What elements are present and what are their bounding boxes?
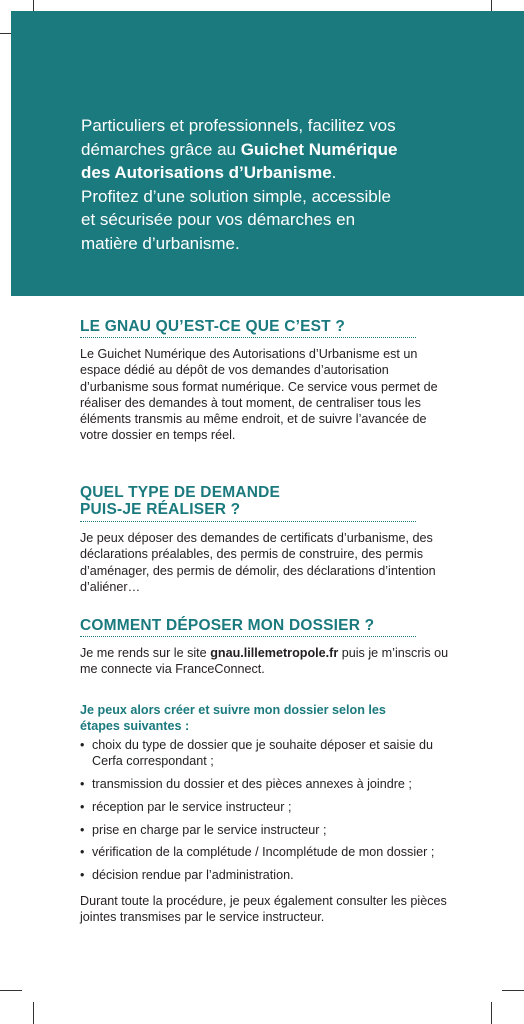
bullet: • [80, 777, 85, 792]
bullet: • [80, 868, 85, 883]
list-item-text: choix du type de dossier que je souhaite déposer et saisie du Cerfa correspondant ; [92, 738, 433, 769]
list-item [80, 737, 455, 770]
section-divider [80, 521, 416, 522]
list-item-text: vérification de la complétude / Incomplétude de mon dossier ; [92, 845, 435, 860]
banner-line: matière d’urbanisme. [81, 233, 240, 253]
steps-list [80, 737, 455, 890]
section-divider [80, 636, 416, 637]
crop-mark [33, 1002, 34, 1024]
banner-line-text: . [331, 163, 337, 182]
banner-line [81, 138, 461, 162]
banner-line [81, 161, 461, 185]
intro-text: Je me rends sur le site [80, 646, 211, 660]
banner-text [81, 114, 461, 255]
banner-highlight: des Autorisations d’Urbanisme [81, 163, 332, 182]
banner-line: et sécurisée pour vos démarches en [81, 210, 356, 229]
banner-line-text: démarches grâce au [81, 139, 241, 159]
section-body-request-types: Je peux déposer des demandes de certificats d’urbanisme, des déclarations préalables, des permis de construire, des permis d’aménager, des permis de démolir, des déclarations d’intention d’aliéner… [80, 531, 436, 594]
list-item-text: décision rendue par l’administration. [92, 868, 294, 883]
section-divider [80, 337, 416, 338]
list-item-text: transmission du dossier et des pièces annexes à joindre ; [92, 777, 412, 792]
crop-mark [502, 990, 524, 991]
intro-text: puis je m’inscris ou me connecte via FranceConnect. [80, 646, 449, 677]
title-line: QUEL TYPE DE DEMANDE [80, 484, 281, 501]
list-item [80, 844, 455, 860]
bullet: • [80, 845, 85, 860]
list-item [80, 867, 455, 883]
section-body-what-is-gnau: Le Guichet Numérique des Autorisations d’Urbanisme est un espace dédié au dépôt de vos demandes d’autorisation d’urbanisme sous format numérique. Ce service vous permet de réaliser des demandes à tout moment, de centraliser tous les éléments transmis au même endroit, et de suivre l’avancée de votre dossier en temps réel. [80, 347, 438, 443]
site-link[interactable]: gnau.lillemetropole.fr [210, 646, 339, 660]
crop-mark [0, 990, 22, 991]
banner-line: Particuliers et professionnels, facilitez vos [81, 116, 396, 135]
list-item [80, 776, 455, 792]
list-item-text: prise en charge par le service instructeur ; [92, 822, 327, 837]
list-item [80, 799, 455, 815]
bullet: • [80, 738, 85, 752]
closing-paragraph: Durant toute la procédure, je peux également consulter les pièces jointes transmises par le service instructeur. [80, 894, 447, 925]
banner-line: Profitez d’une solution simple, accessible [81, 186, 391, 206]
steps-heading: Je peux alors créer et suivre mon dossier selon les étapes suivantes : [80, 703, 386, 734]
section-title-how-to-submit: COMMENT DÉPOSER MON DOSSIER ? [80, 617, 375, 634]
section-intro-how-to-submit [80, 645, 450, 678]
bullet: • [80, 822, 85, 837]
section-title-request-types [80, 484, 425, 518]
section-title-what-is-gnau: LE GNAU QU’EST-CE QUE C’EST ? [80, 318, 346, 335]
list-item-text: réception par le service instructeur ; [92, 799, 292, 814]
bullet: • [80, 799, 85, 814]
title-line: PUIS-JE RÉALISER ? [80, 501, 241, 518]
banner-highlight: Guichet Numérique [240, 139, 398, 159]
list-item [80, 822, 455, 838]
crop-mark [491, 1002, 492, 1024]
